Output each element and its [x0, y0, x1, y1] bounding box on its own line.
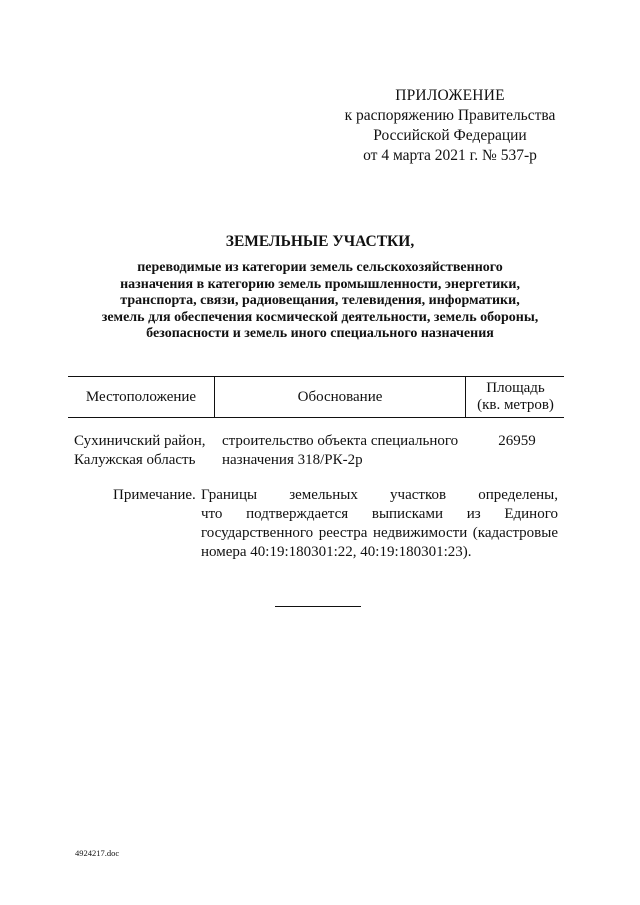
- column-header-area-line-2: (кв. метров): [477, 397, 554, 413]
- note-line-2: что подтверждается выписками из Единого: [201, 506, 558, 522]
- appendix-label: ПРИЛОЖЕНИЕ: [395, 87, 505, 104]
- table-header: [68, 376, 564, 418]
- document-title: ЗЕМЕЛЬНЫЕ УЧАСТКИ,: [225, 233, 415, 250]
- appendix-line-2: Российской Федерации: [373, 127, 527, 144]
- document-subtitle: [60, 260, 580, 343]
- subtitle-line: транспорта, связи, радиовещания, телевидения, информатики,: [120, 293, 520, 308]
- appendix-line-3: от 4 марта 2021 г. № 537-р: [363, 147, 537, 164]
- subtitle-line: назначения в категорию земель промышленности, энергетики,: [120, 276, 520, 292]
- location-line-2: Калужская область: [74, 452, 196, 468]
- location-line-1: Сухиничский район,: [74, 433, 206, 449]
- table-row-area: 26959: [498, 433, 536, 449]
- note-label: Примечание.: [113, 487, 196, 503]
- table-row-basis: [222, 432, 472, 470]
- column-header-area: [465, 377, 565, 417]
- subtitle-line: безопасности и земель иного специального назначения: [146, 326, 494, 341]
- column-header-basis: Обоснование: [214, 377, 465, 417]
- subtitle-line: переводимые из категории земель сельскохозяйственного: [137, 260, 503, 275]
- basis-line-1: строительство объекта специального: [222, 433, 459, 449]
- column-header-area-line-1: Площадь: [486, 380, 545, 396]
- note-line-4: номера 40:19:180301:22, 40:19:180301:23).: [201, 544, 472, 560]
- note-line-1: Границы земельных участков определены,: [201, 487, 558, 503]
- subtitle-line: земель для обеспечения космической деятельности, земель обороны,: [101, 309, 539, 325]
- table-row-location: [74, 432, 224, 470]
- appendix-line-1: к распоряжению Правительства: [344, 107, 556, 124]
- closing-divider: [275, 606, 361, 607]
- note-line-3: государственного реестра недвижимости (кадастровые: [201, 525, 558, 541]
- column-header-location: Местоположение: [85, 388, 197, 405]
- basis-line-2: назначения 318/РК-2р: [222, 452, 363, 468]
- appendix-header: [330, 86, 570, 166]
- footer-file-code: 4924217.doc: [75, 848, 120, 858]
- note-text: [201, 486, 558, 562]
